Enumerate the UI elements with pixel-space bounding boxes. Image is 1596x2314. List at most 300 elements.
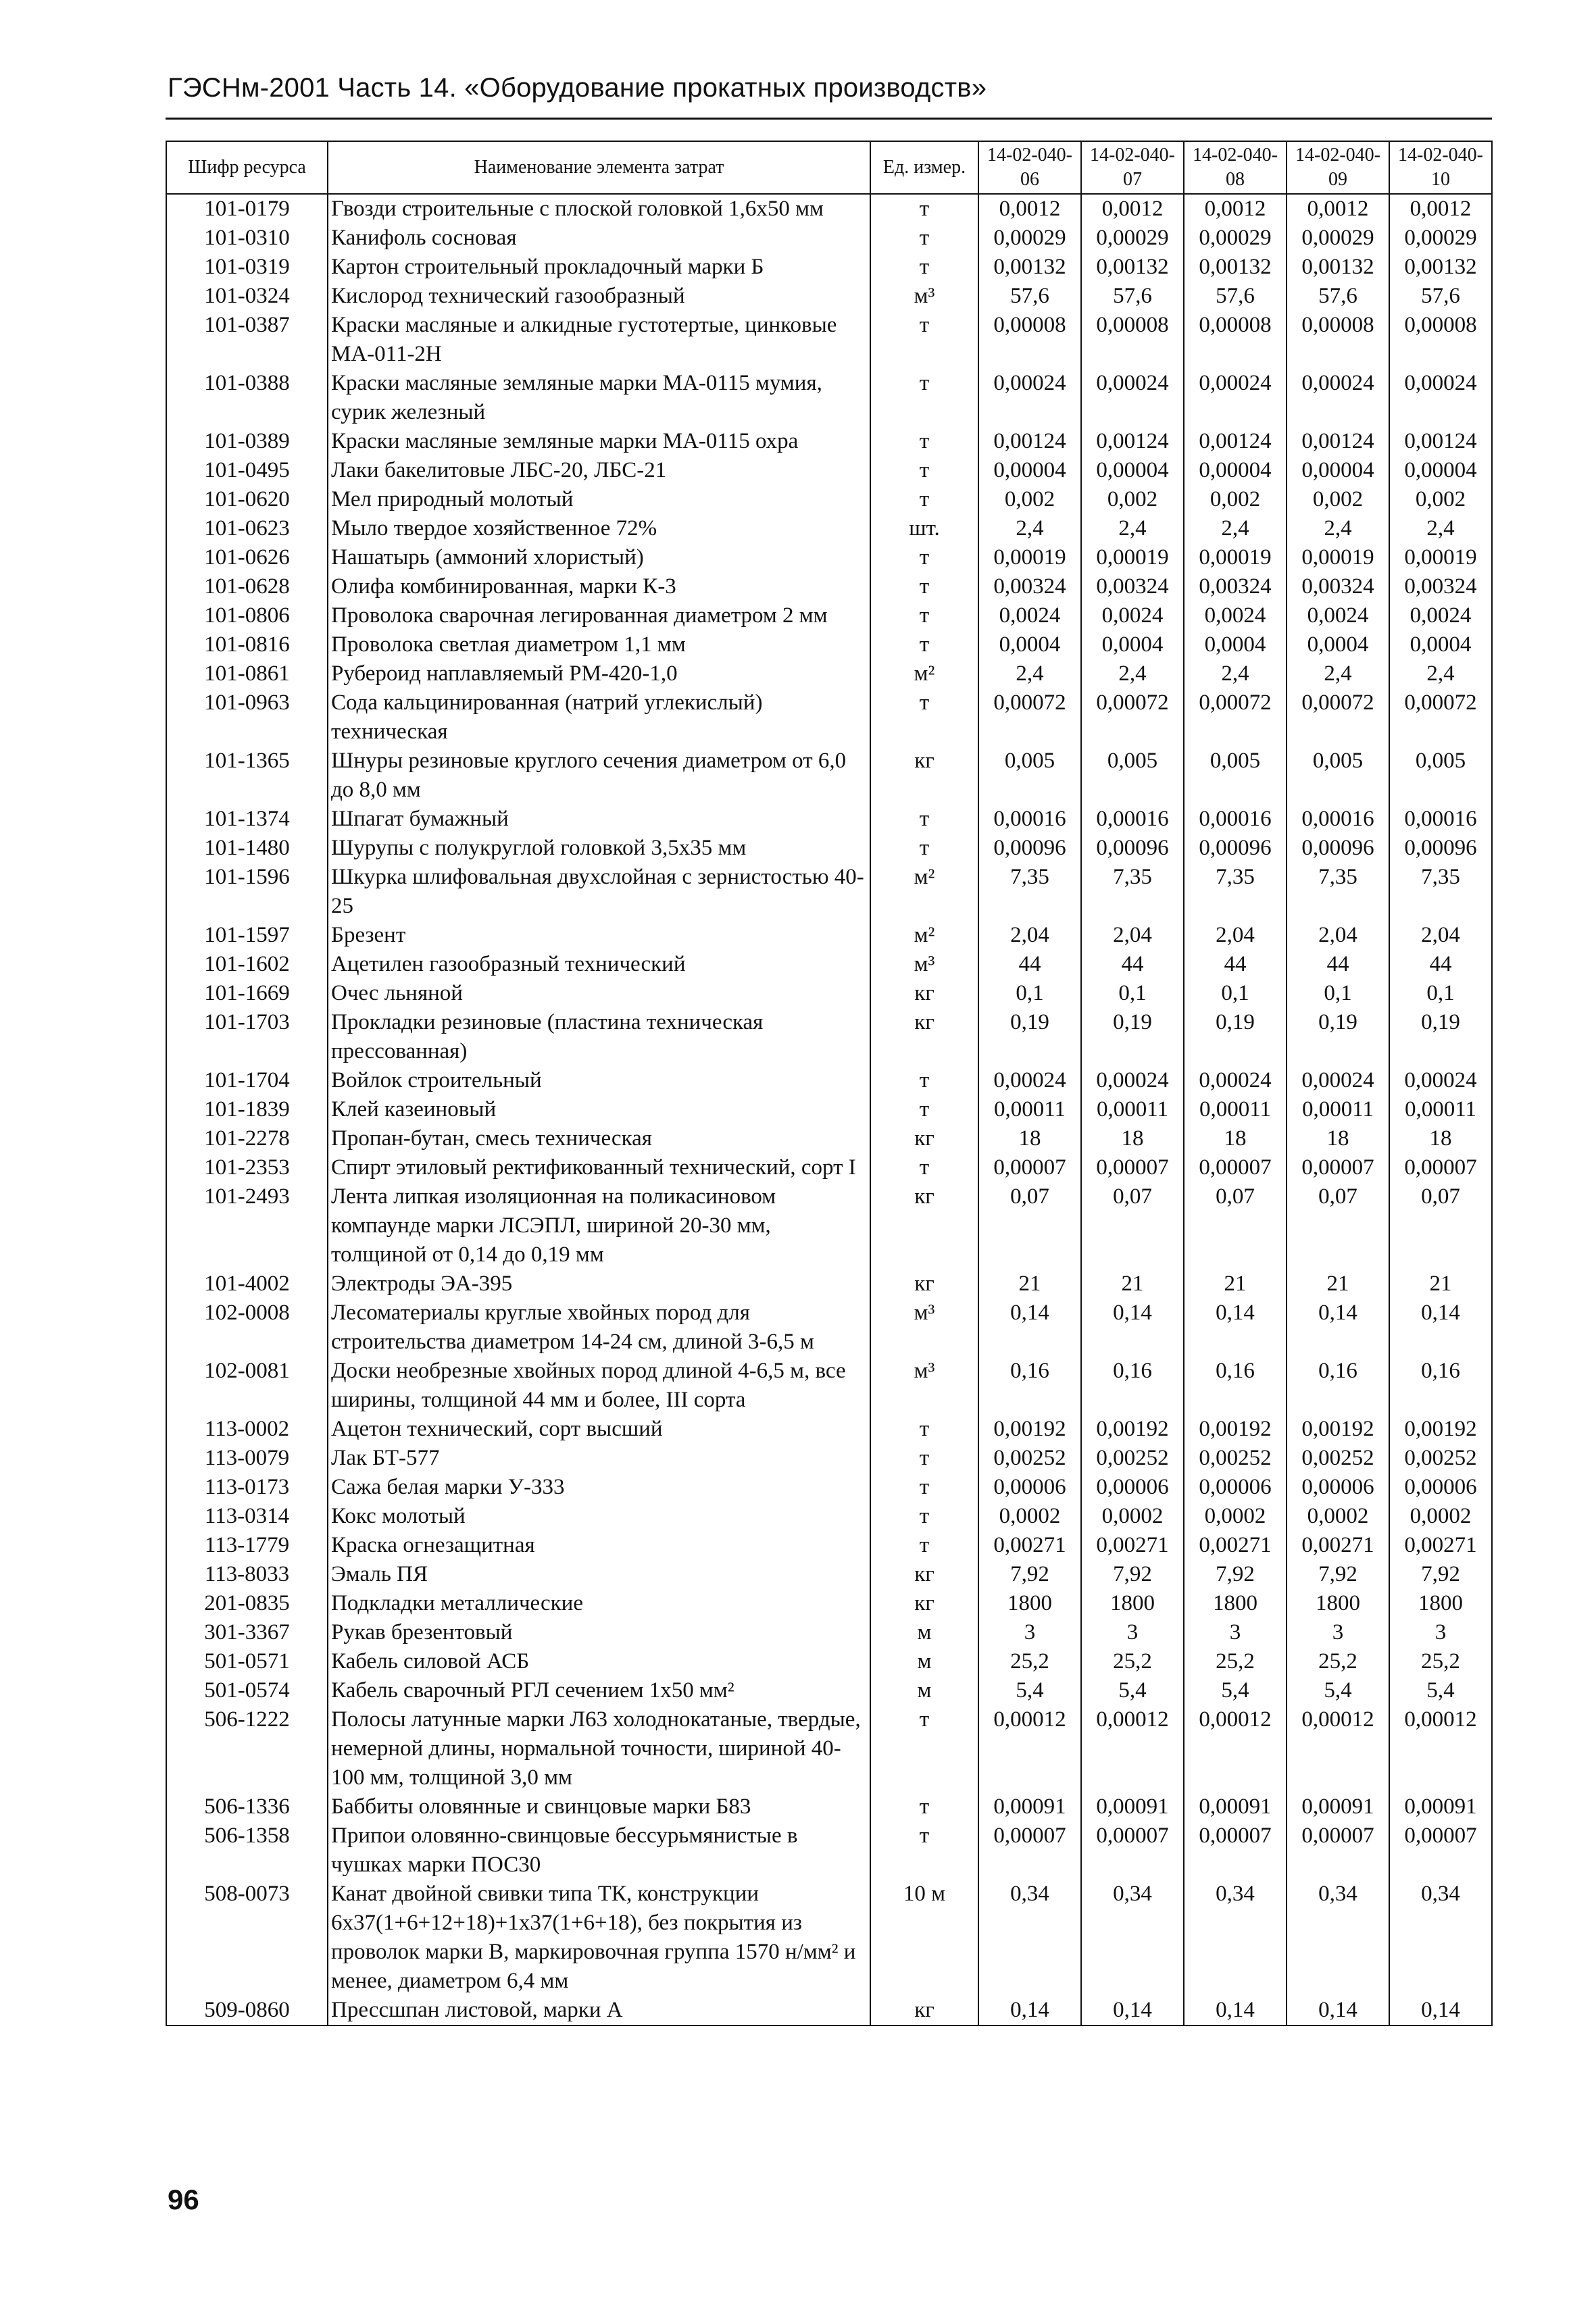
norm-value: 7,35 xyxy=(1081,863,1184,921)
norm-value: 0,00072 xyxy=(1389,688,1492,747)
resource-unit: шт. xyxy=(870,514,978,543)
norm-value: 0,00132 xyxy=(1389,253,1492,282)
norm-value: 0,00029 xyxy=(1184,224,1287,253)
norm-value: 0,00124 xyxy=(1287,427,1389,456)
norm-value: 0,07 xyxy=(1287,1182,1389,1269)
norm-value: 0,00029 xyxy=(1287,224,1389,253)
norm-value: 2,04 xyxy=(1081,921,1184,950)
norm-value: 0,00016 xyxy=(1184,805,1287,834)
norm-value: 7,35 xyxy=(1184,863,1287,921)
header-rule xyxy=(166,118,1492,120)
norm-value: 0,00132 xyxy=(1081,253,1184,282)
norm-value: 0,00011 xyxy=(1184,1095,1287,1124)
table-row xyxy=(166,1705,1492,1792)
norm-value: 0,19 xyxy=(1081,1008,1184,1066)
resource-unit: м xyxy=(870,1618,978,1647)
table-row xyxy=(166,834,1492,863)
resource-code: 113-0002 xyxy=(166,1415,328,1444)
norm-value: 44 xyxy=(1081,950,1184,979)
resource-name: Пропан-бутан, смесь техническая xyxy=(328,1124,870,1153)
resource-name: Гвозди строительные с плоской головкой 1,6х50 мм xyxy=(328,194,870,224)
norm-value: 0,0002 xyxy=(978,1502,1081,1531)
norm-value: 0,00252 xyxy=(1287,1444,1389,1473)
resource-name: Краски масляные земляные марки МА-0115 охра xyxy=(328,427,870,456)
resource-unit: т xyxy=(870,485,978,514)
table-row xyxy=(166,1299,1492,1357)
norm-value: 0,07 xyxy=(1389,1182,1492,1269)
norm-value: 0,00029 xyxy=(978,224,1081,253)
norm-value: 0,00192 xyxy=(1389,1415,1492,1444)
norm-value: 0,07 xyxy=(978,1182,1081,1269)
norm-value: 0,00006 xyxy=(978,1473,1081,1502)
norm-value: 2,4 xyxy=(1184,514,1287,543)
resource-name: Рукав брезентовый xyxy=(328,1618,870,1647)
resource-table xyxy=(166,141,1493,2026)
norm-value: 0,00072 xyxy=(1287,688,1389,747)
resource-code: 101-0620 xyxy=(166,485,328,514)
norm-value: 18 xyxy=(1081,1124,1184,1153)
resource-code: 101-0387 xyxy=(166,311,328,369)
norm-value: 0,00132 xyxy=(978,253,1081,282)
norm-value: 21 xyxy=(1184,1269,1287,1299)
norm-value: 25,2 xyxy=(1389,1647,1492,1676)
norm-value: 0,0004 xyxy=(978,630,1081,659)
resource-name: Прессшпан листовой, марки А xyxy=(328,1996,870,2026)
resource-name: Картон строительный прокладочный марки Б xyxy=(328,253,870,282)
norm-value: 0,00252 xyxy=(1389,1444,1492,1473)
resource-code: 101-1480 xyxy=(166,834,328,863)
norm-value: 0,00007 xyxy=(1081,1821,1184,1880)
norm-value: 2,4 xyxy=(1389,659,1492,688)
norm-value: 0,005 xyxy=(1184,747,1287,805)
norm-value: 25,2 xyxy=(978,1647,1081,1676)
resource-name: Ацетон технический, сорт высший xyxy=(328,1415,870,1444)
resource-name: Припои оловянно-свинцовые бессурьмянистые в чушках марки ПОС30 xyxy=(328,1821,870,1880)
resource-name: Краски масляные земляные марки МА-0115 мумия, сурик железный xyxy=(328,369,870,427)
norm-value: 0,1 xyxy=(1184,979,1287,1008)
norm-value: 0,14 xyxy=(978,1299,1081,1357)
norm-value: 0,00004 xyxy=(978,456,1081,485)
resource-code: 509-0860 xyxy=(166,1996,328,2026)
table-row xyxy=(166,1821,1492,1880)
norm-value: 0,00192 xyxy=(1184,1415,1287,1444)
column-header-unit: Ед. измер. xyxy=(870,141,978,194)
norm-value: 0,00011 xyxy=(1081,1095,1184,1124)
resource-code: 101-0324 xyxy=(166,282,328,311)
norm-value: 0,00192 xyxy=(1287,1415,1389,1444)
norm-value: 7,92 xyxy=(978,1560,1081,1589)
table-row xyxy=(166,224,1492,253)
norm-value: 0,00091 xyxy=(1287,1792,1389,1821)
table-row xyxy=(166,630,1492,659)
norm-value: 0,14 xyxy=(1287,1299,1389,1357)
norm-value: 0,00324 xyxy=(978,572,1081,601)
norm-value: 0,14 xyxy=(1081,1996,1184,2026)
table-row xyxy=(166,1647,1492,1676)
norm-value: 2,04 xyxy=(1287,921,1389,950)
norm-value: 7,92 xyxy=(1287,1560,1389,1589)
table-row xyxy=(166,1008,1492,1066)
norm-value: 0,00012 xyxy=(978,1705,1081,1792)
norm-value: 0,00019 xyxy=(1287,543,1389,572)
resource-code: 101-0963 xyxy=(166,688,328,747)
norm-value: 21 xyxy=(1287,1269,1389,1299)
norm-value: 0,00029 xyxy=(1081,224,1184,253)
table-row xyxy=(166,369,1492,427)
norm-value: 0,00024 xyxy=(978,369,1081,427)
resource-name: Канифоль сосновая xyxy=(328,224,870,253)
resource-name: Сода кальцинированная (натрий углекислый) техническая xyxy=(328,688,870,747)
norm-value: 2,04 xyxy=(1389,921,1492,950)
resource-code: 506-1222 xyxy=(166,1705,328,1792)
resource-unit: м² xyxy=(870,921,978,950)
norm-value: 0,00012 xyxy=(1184,1705,1287,1792)
resource-unit: т xyxy=(870,1502,978,1531)
norm-value: 2,4 xyxy=(978,514,1081,543)
norm-value: 0,14 xyxy=(1184,1299,1287,1357)
norm-value: 3 xyxy=(1184,1618,1287,1647)
norm-value: 0,0002 xyxy=(1389,1502,1492,1531)
norm-value: 18 xyxy=(1287,1124,1389,1153)
table-row xyxy=(166,921,1492,950)
resource-unit: т xyxy=(870,194,978,224)
resource-unit: кг xyxy=(870,979,978,1008)
norm-value: 57,6 xyxy=(1287,282,1389,311)
resource-name: Олифа комбинированная, марки К-3 xyxy=(328,572,870,601)
norm-value: 18 xyxy=(1184,1124,1287,1153)
resource-unit: м xyxy=(870,1676,978,1705)
resource-name: Прокладки резиновые (пластина техническая прессованная) xyxy=(328,1008,870,1066)
norm-value: 0,19 xyxy=(1184,1008,1287,1066)
norm-value: 0,00324 xyxy=(1081,572,1184,601)
resource-unit: кг xyxy=(870,747,978,805)
table-row xyxy=(166,1560,1492,1589)
norm-value: 3 xyxy=(978,1618,1081,1647)
resource-name: Клей казеиновый xyxy=(328,1095,870,1124)
norm-value: 0,00132 xyxy=(1184,253,1287,282)
resource-name: Лента липкая изоляционная на поликасиновом компаунде марки ЛСЭПЛ, шириной 20-30 мм, толщиной от 0,14 до 0,19 мм xyxy=(328,1182,870,1269)
resource-unit: т xyxy=(870,1066,978,1095)
norm-value: 0,00096 xyxy=(978,834,1081,863)
norm-value: 5,4 xyxy=(1081,1676,1184,1705)
table-row xyxy=(166,456,1492,485)
table-row xyxy=(166,1182,1492,1269)
norm-value: 2,4 xyxy=(1287,514,1389,543)
table-row xyxy=(166,485,1492,514)
table-row xyxy=(166,282,1492,311)
resource-code: 113-0079 xyxy=(166,1444,328,1473)
norm-value: 0,0024 xyxy=(1081,601,1184,630)
norm-value: 0,00271 xyxy=(1287,1531,1389,1560)
norm-value: 0,0004 xyxy=(1287,630,1389,659)
table-row xyxy=(166,514,1492,543)
norm-value: 0,1 xyxy=(1389,979,1492,1008)
norm-value: 0,00012 xyxy=(1287,1705,1389,1792)
norm-value: 0,00024 xyxy=(978,1066,1081,1095)
resource-code: 501-0571 xyxy=(166,1647,328,1676)
norm-value: 18 xyxy=(1389,1124,1492,1153)
norm-value: 0,07 xyxy=(1184,1182,1287,1269)
norm-value: 0,0002 xyxy=(1184,1502,1287,1531)
resource-code: 101-0310 xyxy=(166,224,328,253)
column-header-norm: 14-02-040-09 xyxy=(1287,141,1389,194)
table-row xyxy=(166,1618,1492,1647)
norm-value: 21 xyxy=(1389,1269,1492,1299)
norm-value: 0,00016 xyxy=(1389,805,1492,834)
resource-code: 506-1358 xyxy=(166,1821,328,1880)
norm-value: 0,14 xyxy=(1389,1996,1492,2026)
norm-value: 2,4 xyxy=(1389,514,1492,543)
resource-name: Шкурка шлифовальная двухслойная с зернистостью 40-25 xyxy=(328,863,870,921)
norm-value: 18 xyxy=(978,1124,1081,1153)
norm-value: 0,00006 xyxy=(1389,1473,1492,1502)
resource-code: 101-0319 xyxy=(166,253,328,282)
norm-value: 1800 xyxy=(1081,1589,1184,1618)
table-row xyxy=(166,863,1492,921)
resource-unit: т xyxy=(870,1095,978,1124)
norm-value: 0,005 xyxy=(1287,747,1389,805)
norm-value: 2,4 xyxy=(1287,659,1389,688)
table-row xyxy=(166,194,1492,224)
resource-name: Краска огнезащитная xyxy=(328,1531,870,1560)
resource-unit: т xyxy=(870,311,978,369)
norm-value: 0,00004 xyxy=(1389,456,1492,485)
norm-value: 0,16 xyxy=(1389,1357,1492,1415)
resource-unit: т xyxy=(870,1473,978,1502)
resource-unit: т xyxy=(870,805,978,834)
table-row xyxy=(166,1269,1492,1299)
norm-value: 0,00004 xyxy=(1287,456,1389,485)
norm-value: 0,00072 xyxy=(1184,688,1287,747)
table-row xyxy=(166,311,1492,369)
resource-unit: т xyxy=(870,572,978,601)
resource-name: Шурупы с полукруглой головкой 3,5х35 мм xyxy=(328,834,870,863)
resource-code: 101-0816 xyxy=(166,630,328,659)
column-header-norm: 14-02-040-06 xyxy=(978,141,1081,194)
norm-value: 0,00011 xyxy=(978,1095,1081,1124)
resource-unit: т xyxy=(870,224,978,253)
resource-code: 101-2353 xyxy=(166,1153,328,1182)
norm-value: 0,00192 xyxy=(1081,1415,1184,1444)
norm-value: 7,35 xyxy=(1389,863,1492,921)
norm-value: 0,00006 xyxy=(1081,1473,1184,1502)
resource-name: Сажа белая марки У-333 xyxy=(328,1473,870,1502)
resource-code: 301-3367 xyxy=(166,1618,328,1647)
resource-unit: кг xyxy=(870,1182,978,1269)
norm-value: 0,00072 xyxy=(1081,688,1184,747)
norm-value: 0,16 xyxy=(1081,1357,1184,1415)
norm-value: 0,0012 xyxy=(978,194,1081,224)
norm-value: 0,00091 xyxy=(978,1792,1081,1821)
table-row xyxy=(166,747,1492,805)
resource-name: Нашатырь (аммоний хлористый) xyxy=(328,543,870,572)
norm-value: 0,00252 xyxy=(1081,1444,1184,1473)
page-header: ГЭСНм-2001 Часть 14. «Оборудование прокатных производств» xyxy=(168,73,987,103)
norm-value: 0,00096 xyxy=(1081,834,1184,863)
norm-value: 2,04 xyxy=(1184,921,1287,950)
resource-code: 102-0008 xyxy=(166,1299,328,1357)
norm-value: 44 xyxy=(1389,950,1492,979)
resource-unit: 10 м xyxy=(870,1880,978,1996)
norm-value: 0,19 xyxy=(978,1008,1081,1066)
resource-unit: т xyxy=(870,601,978,630)
norm-value: 2,4 xyxy=(1081,659,1184,688)
resource-name: Кокс молотый xyxy=(328,1502,870,1531)
norm-value: 0,00324 xyxy=(1389,572,1492,601)
norm-value: 0,00006 xyxy=(1287,1473,1389,1502)
resource-unit: т xyxy=(870,1444,978,1473)
resource-code: 101-0179 xyxy=(166,194,328,224)
norm-value: 0,00007 xyxy=(978,1153,1081,1182)
norm-value: 0,00011 xyxy=(1287,1095,1389,1124)
norm-value: 0,00008 xyxy=(1287,311,1389,369)
table-row xyxy=(166,1153,1492,1182)
norm-value: 0,14 xyxy=(1389,1299,1492,1357)
resource-name: Ацетилен газообразный технический xyxy=(328,950,870,979)
norm-value: 0,00007 xyxy=(1081,1153,1184,1182)
table-row xyxy=(166,1473,1492,1502)
norm-value: 0,00024 xyxy=(1287,1066,1389,1095)
resource-unit: м³ xyxy=(870,282,978,311)
norm-value: 0,0002 xyxy=(1287,1502,1389,1531)
norm-value: 0,1 xyxy=(978,979,1081,1008)
norm-value: 0,00091 xyxy=(1184,1792,1287,1821)
resource-name: Электроды ЭА-395 xyxy=(328,1269,870,1299)
norm-value: 0,00024 xyxy=(1081,1066,1184,1095)
resource-name: Очес льняной xyxy=(328,979,870,1008)
resource-unit: м³ xyxy=(870,1357,978,1415)
norm-value: 0,1 xyxy=(1287,979,1389,1008)
norm-value: 0,16 xyxy=(978,1357,1081,1415)
norm-value: 5,4 xyxy=(1287,1676,1389,1705)
resource-code: 101-2493 xyxy=(166,1182,328,1269)
resource-name: Рубероид наплавляемый РМ-420-1,0 xyxy=(328,659,870,688)
resource-code: 101-0388 xyxy=(166,369,328,427)
resource-name: Кабель сварочный РГЛ сечением 1х50 мм² xyxy=(328,1676,870,1705)
table-row xyxy=(166,659,1492,688)
resource-unit: т xyxy=(870,1792,978,1821)
norm-value: 0,00007 xyxy=(1184,1821,1287,1880)
norm-value: 0,00019 xyxy=(1081,543,1184,572)
resource-unit: т xyxy=(870,253,978,282)
norm-value: 0,0024 xyxy=(1287,601,1389,630)
resource-code: 101-0389 xyxy=(166,427,328,456)
norm-value: 57,6 xyxy=(978,282,1081,311)
norm-value: 0,00019 xyxy=(978,543,1081,572)
norm-value: 0,0024 xyxy=(1184,601,1287,630)
resource-unit: т xyxy=(870,543,978,572)
norm-value: 57,6 xyxy=(1184,282,1287,311)
norm-value: 0,00029 xyxy=(1389,224,1492,253)
resource-code: 101-0623 xyxy=(166,514,328,543)
norm-value: 0,16 xyxy=(1184,1357,1287,1415)
norm-value: 0,00007 xyxy=(1287,1153,1389,1182)
table-row xyxy=(166,1444,1492,1473)
norm-value: 0,00007 xyxy=(1389,1821,1492,1880)
table-row xyxy=(166,543,1492,572)
norm-value: 0,00271 xyxy=(1081,1531,1184,1560)
resource-unit: т xyxy=(870,688,978,747)
resource-name: Лесоматериалы круглые хвойных пород для строительства диаметром 14-24 см, длиной 3-6,5 м xyxy=(328,1299,870,1357)
norm-value: 0,0012 xyxy=(1287,194,1389,224)
resource-name: Шнуры резиновые круглого сечения диаметром от 6,0 до 8,0 мм xyxy=(328,747,870,805)
norm-value: 0,34 xyxy=(1287,1880,1389,1996)
resource-code: 101-0806 xyxy=(166,601,328,630)
norm-value: 2,4 xyxy=(1081,514,1184,543)
resource-code: 101-1839 xyxy=(166,1095,328,1124)
norm-value: 0,0004 xyxy=(1184,630,1287,659)
norm-value: 44 xyxy=(1184,950,1287,979)
resource-unit: т xyxy=(870,630,978,659)
norm-value: 3 xyxy=(1389,1618,1492,1647)
norm-value: 0,00271 xyxy=(1184,1531,1287,1560)
table-row xyxy=(166,601,1492,630)
resource-unit: м xyxy=(870,1647,978,1676)
resource-name: Подкладки металлические xyxy=(328,1589,870,1618)
resource-code: 101-1596 xyxy=(166,863,328,921)
norm-value: 0,34 xyxy=(978,1880,1081,1996)
norm-value: 0,00019 xyxy=(1389,543,1492,572)
resource-name: Канат двойной свивки типа ТК, конструкции 6х37(1+6+12+18)+1х37(1+6+18), без покрытия из проволок марки В, маркировочная группа 1570 н/мм² и менее, диаметром 6,4 мм xyxy=(328,1880,870,1996)
norm-value: 7,35 xyxy=(978,863,1081,921)
resource-unit: т xyxy=(870,1415,978,1444)
resource-name: Кабель силовой АСБ xyxy=(328,1647,870,1676)
resource-name: Полосы латунные марки Л63 холоднокатаные, твердые, немерной длины, нормальной точности, шириной 40-100 мм, толщиной 3,0 мм xyxy=(328,1705,870,1792)
norm-value: 3 xyxy=(1287,1618,1389,1647)
norm-value: 0,00004 xyxy=(1081,456,1184,485)
resource-name: Войлок строительный xyxy=(328,1066,870,1095)
norm-value: 0,00008 xyxy=(978,311,1081,369)
norm-value: 0,00016 xyxy=(1081,805,1184,834)
norm-value: 25,2 xyxy=(1184,1647,1287,1676)
norm-value: 0,14 xyxy=(1287,1996,1389,2026)
norm-value: 0,14 xyxy=(1184,1996,1287,2026)
resource-unit: кг xyxy=(870,1124,978,1153)
resource-code: 201-0835 xyxy=(166,1589,328,1618)
norm-value: 0,00007 xyxy=(1287,1821,1389,1880)
norm-value: 0,00011 xyxy=(1389,1095,1492,1124)
column-header-name: Наименование элемента затрат xyxy=(328,141,870,194)
norm-value: 25,2 xyxy=(1081,1647,1184,1676)
norm-value: 0,00252 xyxy=(978,1444,1081,1473)
norm-value: 0,00007 xyxy=(1184,1153,1287,1182)
resource-code: 101-0628 xyxy=(166,572,328,601)
table-row xyxy=(166,1792,1492,1821)
resource-code: 101-0861 xyxy=(166,659,328,688)
norm-value: 0,00016 xyxy=(978,805,1081,834)
norm-value: 0,0024 xyxy=(978,601,1081,630)
table-row xyxy=(166,427,1492,456)
resource-unit: кг xyxy=(870,1560,978,1589)
norm-value: 0,00007 xyxy=(1389,1153,1492,1182)
resource-code: 508-0073 xyxy=(166,1880,328,1996)
norm-value: 0,19 xyxy=(1287,1008,1389,1066)
table-row xyxy=(166,1066,1492,1095)
norm-value: 0,16 xyxy=(1287,1357,1389,1415)
resource-name: Кислород технический газообразный xyxy=(328,282,870,311)
norm-value: 0,00192 xyxy=(978,1415,1081,1444)
table-row xyxy=(166,1357,1492,1415)
norm-value: 3 xyxy=(1081,1618,1184,1647)
norm-value: 0,0002 xyxy=(1081,1502,1184,1531)
resource-unit: м³ xyxy=(870,950,978,979)
norm-value: 1800 xyxy=(1287,1589,1389,1618)
resource-unit: кг xyxy=(870,1269,978,1299)
resource-code: 102-0081 xyxy=(166,1357,328,1415)
norm-value: 0,14 xyxy=(1081,1299,1184,1357)
resource-unit: м³ xyxy=(870,1299,978,1357)
norm-value: 0,00008 xyxy=(1081,311,1184,369)
